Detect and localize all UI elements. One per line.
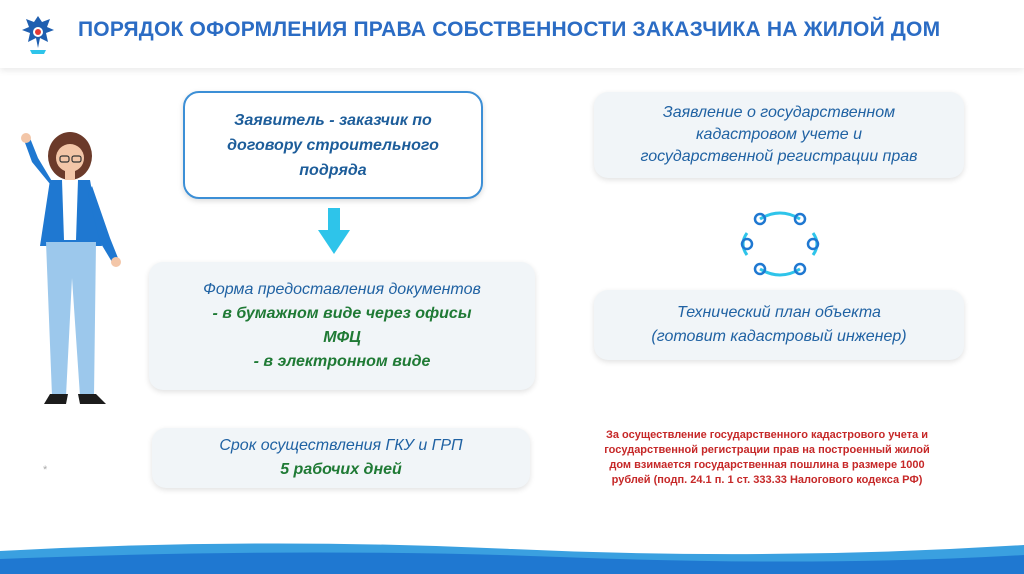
bottom-wave-decoration <box>0 533 1024 574</box>
down-arrow-icon <box>318 208 350 254</box>
fee-note-line4: рублей (подп. 24.1 п. 1 ст. 333.33 Налогового кодекса РФ) <box>611 474 923 486</box>
techplan-line1: Технический план объекта <box>677 304 881 321</box>
applicant-line1: Заявитель - заказчик по <box>234 111 432 129</box>
techplan-line2: (готовит кадастровый инженер) <box>651 328 907 345</box>
form-line2: - в бумажном виде через офисы <box>212 305 472 322</box>
fee-note-line1: За осуществление государственного кадастрового учета и <box>605 429 929 441</box>
technical-plan-box <box>594 290 964 360</box>
footnote-mark: * <box>43 464 48 476</box>
applicant-box <box>183 91 483 199</box>
woman-presenter-illustration <box>10 128 140 408</box>
state-fee-note <box>547 424 987 494</box>
fee-note-line3: дом взимается государственная пошлина в размере 1000 <box>609 459 925 471</box>
term-line1: Срок осуществления ГКУ и ГРП <box>219 437 463 454</box>
form-line3: МФЦ <box>323 329 361 346</box>
statement-box <box>594 92 964 178</box>
document-form-box <box>149 262 535 390</box>
statement-line3: государственной регистрации прав <box>640 148 918 165</box>
statement-line1: Заявление о государственном <box>662 104 896 121</box>
page-title: ПОРЯДОК ОФОРМЛЕНИЯ ПРАВА СОБСТВЕННОСТИ ЗАКАЗЧИКА НА ЖИЛОЙ ДОМ <box>78 18 941 41</box>
fee-note-line2: государственной регистрации прав на построенный жилой <box>604 444 930 456</box>
rosreestr-eagle-logo-icon <box>16 12 60 56</box>
header-bar <box>0 0 1024 68</box>
form-line1: Форма предоставления документов <box>203 281 481 298</box>
form-line4: - в электронном виде <box>253 353 431 370</box>
cycle-arrows-icon <box>735 203 825 285</box>
term-box <box>152 428 530 488</box>
term-line2: 5 рабочих дней <box>280 461 402 478</box>
applicant-line2: договору строительного <box>227 136 439 154</box>
applicant-line3: подряда <box>299 161 367 179</box>
statement-line2: кадастровом учете и <box>695 126 863 143</box>
